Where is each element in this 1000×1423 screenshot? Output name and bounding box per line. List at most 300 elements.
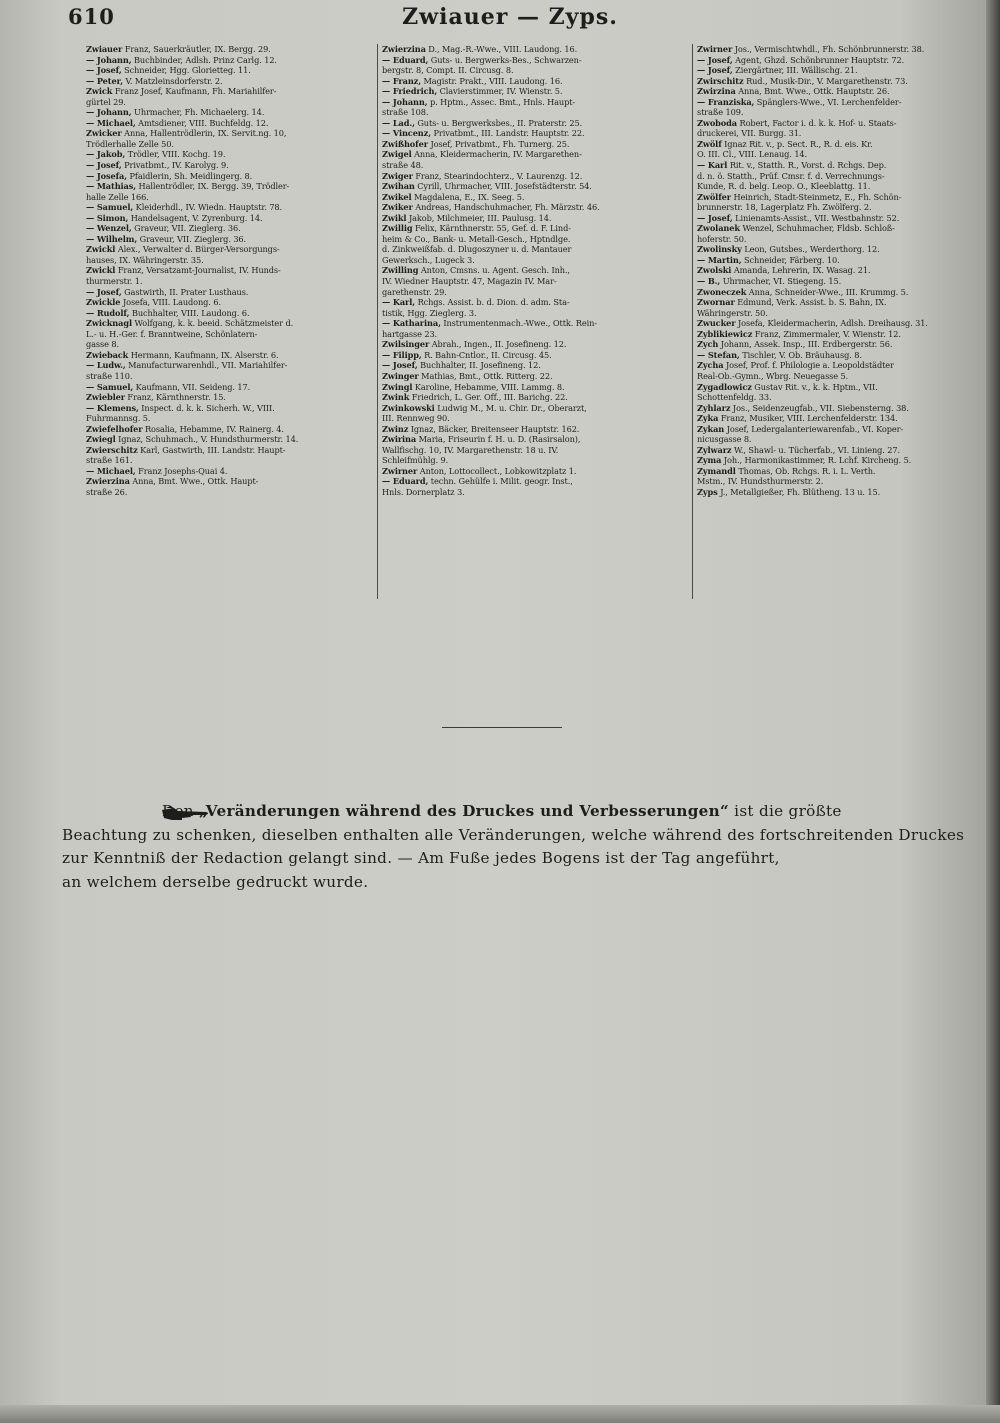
entry-surname: Zwornar <box>697 297 735 308</box>
entry-details: straße 110. <box>86 370 133 381</box>
directory-entry <box>86 118 374 129</box>
entry-details: Anna, Kleidermacherin, IV. Margarethen- <box>414 149 582 160</box>
notice-line1-tail: ist die größte <box>734 802 842 820</box>
directory-entry <box>86 455 374 466</box>
directory-entry <box>86 107 374 118</box>
directory-entry <box>697 276 989 287</box>
entry-details: Andreas, Handschuhmacher, Fh. Märzstr. 46. <box>415 202 600 213</box>
entry-surname: — Karl <box>697 160 728 171</box>
entry-details: Rchgs. Assist. b. d. Dion. d. adm. Sta- <box>417 297 570 308</box>
entry-surname: — Josef, <box>86 160 122 171</box>
entry-details: Anton, Cmsns. u. Agent. Gesch. Inh., <box>420 265 570 276</box>
directory-entry <box>86 244 374 255</box>
notice-lead: Den <box>162 802 194 820</box>
entry-details: Uhrmacher, VI. Stiegeng. 15. <box>722 276 842 287</box>
entry-details: J., Metallgießer, Fh. Blütheng. 13 u. 15. <box>720 486 881 497</box>
entry-surname: Zwingl <box>382 381 413 392</box>
directory-entry <box>86 382 374 393</box>
entry-details: hauses, IX. Währingerstr. 35. <box>86 254 204 265</box>
entry-surname: Zwolanek <box>697 223 740 234</box>
directory-entry <box>697 244 989 255</box>
directory-entry <box>382 213 688 224</box>
entry-surname: Zymandl <box>697 465 736 476</box>
entry-details: Real-Ob.-Gymn., Wbrg. Neuegasse 5. <box>697 370 849 381</box>
directory-entry <box>86 171 374 182</box>
entry-details: Anton, Lottocollect., Lobkowitzplatz 1. <box>419 465 577 476</box>
entry-surname: Zwikl <box>382 212 407 223</box>
entry-details: Anna, Hallentrödlerin, IX. Servit.ng. 10, <box>124 128 287 139</box>
entry-surname: Zwiegl <box>86 434 116 445</box>
directory-entry <box>86 202 374 213</box>
entry-surname: Zwierzina <box>382 44 426 54</box>
notice-line-4: an welchem derselbe gedruckt wurde. <box>62 872 369 891</box>
directory-entry <box>86 181 374 192</box>
entry-details: Uhrmacher, Fh. Michaelerg. 14. <box>134 107 265 118</box>
directory-entry <box>697 339 989 350</box>
entry-details: Gewerksch., Lugeck 3. <box>382 254 475 265</box>
entry-details: bergstr. 8, Compt. II. Circusg. 8. <box>382 65 514 76</box>
directory-column-2 <box>382 44 688 498</box>
directory-entry <box>697 128 989 139</box>
directory-entry <box>86 213 374 224</box>
directory-entry <box>86 97 374 108</box>
directory-entry <box>382 318 688 329</box>
directory-entry <box>382 128 688 139</box>
entry-surname: — Filipp, <box>382 349 422 360</box>
entry-details: Franz, Zimmermaler, V. Wienstr. 12. <box>754 328 901 339</box>
entry-surname: — Friedrich, <box>382 86 438 97</box>
entry-surname: Zwigel <box>382 149 412 160</box>
notice-line-1 <box>62 800 982 824</box>
directory-entry <box>382 139 688 150</box>
entry-surname: Zwoneczek <box>697 286 747 297</box>
entry-surname: Zwickle <box>86 297 121 308</box>
directory-entry <box>697 86 989 97</box>
entry-surname: Zych <box>697 339 719 350</box>
directory-entry <box>382 44 688 55</box>
entry-details: Agent, Ghzd. Schönbrunner Hauptstr. 72. <box>735 54 905 65</box>
directory-entry <box>382 350 688 361</box>
entry-details: garethenstr. 29. <box>382 286 447 297</box>
entry-details: Fuhrmannsg. 5. <box>86 413 151 424</box>
entry-details: Ignaz, Bäcker, Breitenseer Hauptstr. 162. <box>410 423 580 434</box>
directory-entry <box>86 360 374 371</box>
entry-details: Wolfgang, k. k. beeid. Schätzmeister d. <box>134 318 294 329</box>
directory-entry <box>697 329 989 340</box>
entry-details: gürtel 29. <box>86 96 126 107</box>
entry-surname: Zwinz <box>382 423 409 434</box>
entry-details: heim & Co., Bank- u. Metall-Gesch., Hptndlge. <box>382 233 571 244</box>
directory-entry <box>86 413 374 424</box>
entry-details: Guts- u. Bergwerks-Bes., Schwarzen- <box>430 54 582 65</box>
column-divider <box>692 44 693 599</box>
entry-details: Rit. v., Statth. R., Vorst. d. Rchgs. Dep. <box>729 160 887 171</box>
entry-surname: Zyblikiewicz <box>697 328 753 339</box>
entry-surname: Zwirschitz <box>697 75 744 86</box>
entry-surname: — Ludw., <box>86 360 126 371</box>
entry-surname: — Michael, <box>86 117 136 128</box>
entry-details: Franz, Sauerkräutler, IX. Bergg. 29. <box>124 44 271 54</box>
entry-details: straße 109. <box>697 107 744 118</box>
directory-entry <box>697 382 989 393</box>
directory-entry <box>382 382 688 393</box>
directory-entry <box>382 265 688 276</box>
directory-entry <box>697 403 989 414</box>
entry-details: Jos., Vermischtwhdl., Fh. Schönbrunnerstr. 38. <box>734 44 925 54</box>
entry-surname: — Wilhelm, <box>86 233 138 244</box>
entry-details: Franz, Kärnthnerstr. 15. <box>127 392 226 403</box>
directory-entry <box>382 329 688 340</box>
directory-entry <box>382 223 688 234</box>
entry-details: Kaufmann, VII. Seideng. 17. <box>135 381 251 392</box>
directory-entry <box>382 118 688 129</box>
directory-entry <box>697 213 989 224</box>
entry-details: W., Shawl- u. Tücherfab., VI. Linieng. 27. <box>733 444 901 455</box>
entry-surname: Zwierschitz <box>86 444 138 455</box>
entry-surname: Zwölf <box>697 138 722 149</box>
directory-entry <box>382 255 688 266</box>
entry-details: Mstm., IV. Hundsthurmerstr. 2. <box>697 476 824 487</box>
directory-entry <box>697 192 989 203</box>
entry-surname: Zwiker <box>382 202 413 213</box>
entry-details: Schneider, Färberg. 10. <box>744 254 840 265</box>
entry-surname: Zwilsinger <box>382 339 430 350</box>
directory-entry <box>697 97 989 108</box>
directory-entry <box>86 466 374 477</box>
entry-details: Maria, Friseurin f. H. u. D. (Rasirsalon), <box>418 434 581 445</box>
directory-entry <box>697 55 989 66</box>
directory-entry <box>697 171 989 182</box>
entry-details: d. Zinkweißfab. d. Dlugoszyner u. d. Mantauer <box>382 244 572 255</box>
entry-details: straße 26. <box>86 486 128 497</box>
entry-surname: — Martin, <box>697 254 742 265</box>
entry-surname: Zwillig <box>382 223 413 234</box>
entry-surname: Zwiauer <box>86 44 123 54</box>
directory-entry <box>697 476 989 487</box>
entry-details: D., Mag.-R.-Wwe., VIII. Laudong. 16. <box>428 44 578 54</box>
entry-details: Felix, Kärnthnerstr. 55, Gef. d. F. Lind- <box>415 223 571 234</box>
directory-entry <box>697 297 989 308</box>
entry-surname: Zyka <box>697 413 719 424</box>
directory-entry <box>382 97 688 108</box>
entry-details: Buchhalter, VIII. Laudong. 6. <box>131 307 250 318</box>
entry-details: Robert, Factor i. d. k. k. Hof- u. Staats- <box>739 117 897 128</box>
entry-surname: Zwiefelhofer <box>86 423 143 434</box>
directory-entry <box>86 223 374 234</box>
directory-entry <box>86 139 374 150</box>
directory-entry <box>697 181 989 192</box>
directory-entry <box>86 44 374 55</box>
directory-entry <box>382 55 688 66</box>
page-bottom-edge <box>0 1405 1000 1423</box>
entry-surname: — Franz, <box>382 75 421 86</box>
entry-details: hartgasse 23. <box>382 328 438 339</box>
directory-entry <box>382 86 688 97</box>
entry-details: Johann, Assek. Insp., III. Erdbergerstr. 56. <box>720 339 893 350</box>
directory-entry <box>382 360 688 371</box>
entry-surname: — Eduard, <box>382 54 429 65</box>
entry-details: Amanda, Lehrerin, IX. Wasag. 21. <box>733 265 871 276</box>
directory-entry <box>697 118 989 129</box>
entry-details: Leon, Gutsbes., Werderthorg. 12. <box>744 244 880 255</box>
directory-entry <box>697 445 989 456</box>
directory-entry <box>86 160 374 171</box>
directory-entry <box>382 171 688 182</box>
entry-details: Karoline, Hebamme, VIII. Lammg. 8. <box>414 381 565 392</box>
directory-entry <box>697 223 989 234</box>
entry-details: L.- u. H.-Ger. f. Branntweine, Schönlatern- <box>86 328 258 339</box>
entry-details: gasse 8. <box>86 339 119 350</box>
entry-details: Privatbmt., III. Landstr. Hauptstr. 22. <box>433 128 585 139</box>
directory-entry <box>86 318 374 329</box>
directory-entry <box>697 65 989 76</box>
directory-entry <box>86 287 374 298</box>
directory-entry <box>697 413 989 424</box>
notice-emphasis: „Veränderungen während des Druckes und Verbesserungen“ <box>199 802 730 820</box>
directory-entry <box>382 445 688 456</box>
entry-surname: — Katharina, <box>382 318 441 329</box>
entry-details: Franz Josef, Kaufmann, Fh. Mariahilfer- <box>114 86 277 97</box>
directory-entry <box>86 403 374 414</box>
directory-entry <box>697 149 989 160</box>
entry-surname: Zyps <box>697 486 718 497</box>
entry-details: Franz, Stearindochterz., V. Laurenzg. 12. <box>415 170 583 181</box>
entry-details: Graveur, VII. Zieglerg. 36. <box>139 233 247 244</box>
entry-surname: — Stefan, <box>697 349 740 360</box>
entry-details: IV. Wiedner Hauptstr. 47, Magazin IV. Mar- <box>382 276 557 287</box>
directory-entry <box>86 192 374 203</box>
directory-entry <box>86 424 374 435</box>
directory-entry <box>697 424 989 435</box>
entry-surname: Zylwarz <box>697 444 732 455</box>
directory-entry <box>86 234 374 245</box>
entry-surname: Zwirina <box>382 434 417 445</box>
entry-details: Josef, Privatbmt., Fh. Turnerg. 25. <box>430 138 570 149</box>
entry-details: Währingerstr. 50. <box>697 307 768 318</box>
entry-surname: — Klemens, <box>86 402 139 413</box>
entry-surname: Zwoboda <box>697 117 738 128</box>
directory-entry <box>697 487 989 498</box>
entry-surname: Zwißhofer <box>382 138 428 149</box>
entry-details: Kunde, R. d. belg. Leop. O., Kleeblattg. 11. <box>697 181 871 192</box>
entry-surname: Zwirner <box>697 44 733 54</box>
directory-entry <box>382 487 688 498</box>
entry-details: Tischler, V. Ob. Bräuhausg. 8. <box>742 349 862 360</box>
directory-entry <box>382 424 688 435</box>
entry-details: Heinrich, Stadt-Steinmetz, E., Fh. Schön- <box>733 191 902 202</box>
entry-details: Anna, Schneider-Wwe., III. Krummg. 5. <box>748 286 909 297</box>
entry-details: Handelsagent, V. Zyrenburg. 14. <box>130 212 263 223</box>
directory-entry <box>86 76 374 87</box>
entry-surname: Zwiger <box>382 170 413 181</box>
directory-entry <box>382 476 688 487</box>
entry-surname: — Wenzel, <box>86 223 132 234</box>
directory-entry <box>697 107 989 118</box>
entry-details: Wallfischg. 10, IV. Margarethenstr. 18 u. IV. <box>382 444 559 455</box>
directory-entry <box>86 86 374 97</box>
entry-details: Alex., Verwalter d. Bürger-Versorgungs- <box>117 244 280 255</box>
directory-entry <box>86 445 374 456</box>
entry-details: Magistr. Prakt., VIII. Laudong. 16. <box>423 75 563 86</box>
entry-surname: — Vincenz, <box>382 128 431 139</box>
entry-details: Privatbmt., IV. Karolyg. 9. <box>124 160 229 171</box>
directory-entry <box>86 329 374 340</box>
directory-entry <box>382 403 688 414</box>
directory-entry <box>382 287 688 298</box>
entry-details: O. III. Cl., VIII. Lenaug. 14. <box>697 149 808 160</box>
entry-details: Wenzel, Schuhmacher, Fldsb. Schloß- <box>742 223 895 234</box>
entry-details: Magdalena, E., IX. Seeg. 5. <box>414 191 525 202</box>
notice-line-2: Beachtung zu schenken, dieselben enthalten alle Veränderungen, welche während des fortschreitenden Druckes <box>62 825 965 844</box>
entry-details: Rud., Musik-Dir., V. Margarethenstr. 73. <box>746 75 908 86</box>
directory-entry <box>697 76 989 87</box>
entry-surname: — Michael, <box>86 465 136 476</box>
entry-details: thurmerstr. 1. <box>86 276 143 287</box>
directory-entry <box>382 455 688 466</box>
directory-entry <box>86 276 374 287</box>
entry-surname: Zwinger <box>382 370 419 381</box>
entry-details: Pfaidlerin, Sh. Meidlingerg. 8. <box>129 170 253 181</box>
directory-entry <box>382 65 688 76</box>
directory-entry <box>382 466 688 477</box>
entry-details: Gastwirth, II. Prater Lusthaus. <box>124 286 249 297</box>
entry-details: Jakob, Milchmeier, III. Paulusg. 14. <box>408 212 552 223</box>
entry-surname: — Josef, <box>382 360 418 371</box>
entry-details: Anna, Bmt. Wwe., Ottk. Hauptstr. 26. <box>738 86 890 97</box>
directory-entry <box>697 255 989 266</box>
entry-details: Graveur, VII. Zieglerg. 36. <box>134 223 241 234</box>
entry-details: Hermann, Kaufmann, IX. Alserstr. 6. <box>130 349 279 360</box>
directory-entry <box>382 371 688 382</box>
entry-details: Franz Josephs-Quai 4. <box>138 465 228 476</box>
entry-details: Linienamts-Assist., VII. Westbahnstr. 52. <box>735 212 900 223</box>
directory-entry <box>697 466 989 477</box>
directory-entry <box>86 255 374 266</box>
entry-details: Schottenfeldg. 33. <box>697 392 772 403</box>
directory-entry <box>697 234 989 245</box>
entry-surname: Zwilling <box>382 265 419 276</box>
entry-details: tistik, Hgg. Zieglerg. 3. <box>382 307 477 318</box>
entry-details: Inspect. d. k. k. Sicherh. W., VIII. <box>141 402 275 413</box>
entry-details: druckerei, VII. Burgg. 31. <box>697 128 802 139</box>
entry-surname: Zwierzina <box>86 476 130 487</box>
entry-surname: Zwölfer <box>697 191 731 202</box>
running-head: Zwiauer — Zyps. <box>402 4 618 30</box>
directory-entry <box>697 160 989 171</box>
entry-details: Clavierstimmer, IV. Wienstr. 5. <box>439 86 563 97</box>
entry-details: Anna, Bmt. Wwe., Ottk. Haupt- <box>132 476 259 487</box>
entry-details: d. n. ö. Statth., Prüf. Cmsr. f. d. Verrechnungs- <box>697 170 885 181</box>
directory-entry <box>382 160 688 171</box>
entry-surname: — Josef, <box>86 286 122 297</box>
entry-details: Josefa, Kleidermacherin, Adlsh. Dreihausg. 31. <box>737 318 928 329</box>
entry-details: Abrah., Ingen., II. Josefineng. 12. <box>431 339 567 350</box>
directory-entry <box>697 318 989 329</box>
entry-surname: Zyma <box>697 455 722 466</box>
entry-surname: — Josefa, <box>86 170 127 181</box>
entry-surname: Zwickl <box>86 244 116 255</box>
entry-surname: — Eduard, <box>382 476 429 487</box>
directory-column-1 <box>86 44 374 498</box>
entry-surname: Zwolski <box>697 265 732 276</box>
entry-details: Ziergärtner, III. Wällischg. 21. <box>735 65 858 76</box>
entry-surname: Zwickl <box>86 265 116 276</box>
directory-entry <box>382 234 688 245</box>
entry-surname: — Jakob, <box>86 149 126 160</box>
entry-details: Franz, Versatzamt-Journalist, IV. Hunds- <box>117 265 281 276</box>
entry-details: Guts- u. Bergwerksbes., II. Praterstr. 25. <box>417 117 583 128</box>
entry-surname: — Josef, <box>697 54 733 65</box>
directory-entry <box>86 371 374 382</box>
entry-surname: — Karl, <box>382 297 416 308</box>
entry-details: straße 161. <box>86 455 133 466</box>
entry-details: Friedrich, L. Ger. Off., III. Barichg. 22. <box>411 392 568 403</box>
entry-surname: — Johann, <box>86 54 132 65</box>
entry-details: Ignaz, Schuhmach., V. Hundsthurmerstr. 14. <box>118 434 299 445</box>
entry-details: Franz, Musiker, VIII. Lerchenfelderstr. 134. <box>720 413 898 424</box>
directory-entry <box>697 202 989 213</box>
directory-entry <box>697 287 989 298</box>
entry-surname: — Samuel, <box>86 202 134 213</box>
entry-surname: Zwihan <box>382 181 415 192</box>
entry-surname: Zwirzina <box>697 86 736 97</box>
entry-surname: — Josef, <box>697 212 733 223</box>
directory-entry <box>697 360 989 371</box>
entry-details: Josefa, VIII. Laudong. 6. <box>122 297 221 308</box>
entry-details: Rosalia, Hebamme, IV. Rainerg. 4. <box>144 423 284 434</box>
entry-surname: Zykan <box>697 423 725 434</box>
entry-surname: Zwinkowski <box>382 402 435 413</box>
entry-details: Trödlerhalle Zelle 50. <box>86 138 174 149</box>
directory-column-3 <box>697 44 989 498</box>
entry-details: Schleifmühlg. 9. <box>382 455 449 466</box>
directory-entry <box>86 265 374 276</box>
entry-details: hoferstr. 50. <box>697 233 747 244</box>
directory-entry <box>86 487 374 498</box>
directory-entry <box>86 339 374 350</box>
entry-surname: Zwolinsky <box>697 244 742 255</box>
directory-entry <box>86 297 374 308</box>
directory-entry <box>382 107 688 118</box>
directory-entry <box>382 192 688 203</box>
directory-entry <box>86 434 374 445</box>
entry-details: Thomas, Ob. Rchgs. R. i. L. Verth. <box>738 465 876 476</box>
entry-details: Hallentrödler, IX. Bergg. 39, Trödler- <box>138 181 290 192</box>
entry-details: Amtsdiener, VIII. Buchfeldg. 12. <box>138 117 269 128</box>
section-separator <box>442 727 562 728</box>
entry-details: brunnerstr. 18, Lagerplatz Fh. Zwölferg. 2. <box>697 202 872 213</box>
directory-entry <box>382 276 688 287</box>
entry-details: III. Rennweg 90. <box>382 413 450 424</box>
entry-details: Instrumentenmach.-Wwe., Ottk. Rein- <box>443 318 597 329</box>
entry-details: Jos., Seidenzeugfab., VII. Siebensterng. 38. <box>732 402 909 413</box>
entry-details: Trödler, VIII. Kochg. 19. <box>127 149 226 160</box>
directory-entry <box>86 350 374 361</box>
directory-entry <box>382 76 688 87</box>
entry-details: halle Zelle 166. <box>86 191 149 202</box>
entry-surname: Zwikel <box>382 191 412 202</box>
entry-surname: Zwiebler <box>86 392 125 403</box>
entry-details: Mathias, Bmt., Ottk. Ritterg. 22. <box>421 370 553 381</box>
directory-entry <box>86 308 374 319</box>
entry-surname: — Rudolf, <box>86 307 130 318</box>
entry-surname: Zwick <box>86 86 113 97</box>
entry-surname: Zyhlarz <box>697 402 731 413</box>
entry-details: V. Matzleinsdorferstr. 2. <box>125 75 223 86</box>
entry-surname: — Simon, <box>86 212 129 223</box>
directory-entry <box>697 265 989 276</box>
entry-details: Ludwig M., M. u. Chir. Dr., Oberarzt, <box>437 402 587 413</box>
